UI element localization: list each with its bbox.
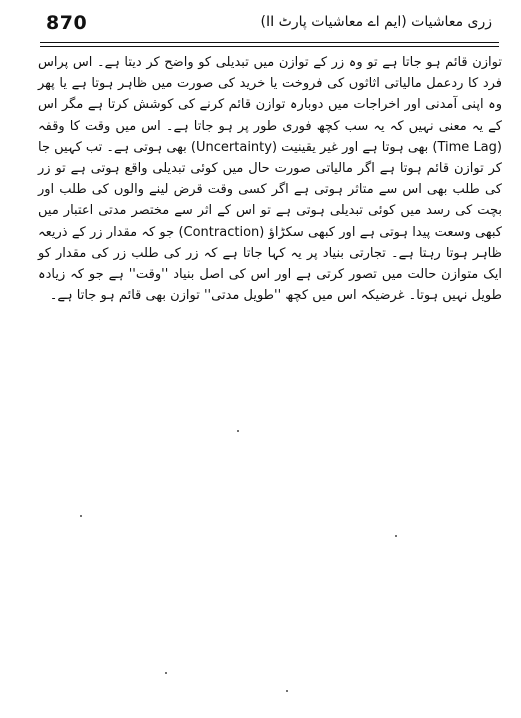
header-rule-thin (40, 46, 499, 47)
body-paragraph: توازن قائم ہو جاتا ہے تو وہ زر کے توازن میں تبدیلی کو واضح کر دیتا ہے۔ اس پراس فرد کا ردعمل مالیاتی اثاثوں کی فروخت یا خرید کی صورت میں ظاہر ہوتا ہے یا پھر وہ اپنی آمدنی اور اخراجات میں دوبارہ توازن قائم کرنے کی کوشش کرتا ہے مگر اس کے یہ معنی نہیں کہ یہ سب کچھ فوری طور پر ہو جاتا ہے۔ اس میں وقت کا وقفہ (Time Lag) بھی ہوتا ہے اور غیر یقینیت (Uncertainty) بھی ہوتی ہے۔ تب کہیں جا کر توازن قائم ہوتا ہے اگر مالیاتی صورت حال میں کوئی تبدیلی واقع ہوتی ہے تو زر کی طلب بھی اس سے متاثر ہوتی ہے اگر کسی وقت قرض لینے والوں کی طلب اور بچت کی رسد میں کوئی تبدیلی ہوتی ہے تو اس کے اثر سے مختصر مدتی اعتبار میں کبھی وسعت پیدا ہوتی ہے اور کبھی سکڑاؤ (Contraction) جو کہ مقدار زر کے ذریعہ ظاہر ہوتا رہتا ہے۔ تجارتی بنیاد پر یہ کہا جاتا ہے کہ زر کی طلب زر کی مقدار کو ایک متوازن حالت میں تصور کرتی ہے اور اس کی اصل بنیاد ''وقت'' ہے جو کہ زیادہ طویل نہیں ہوتا۔ غرضیکہ اس میں کچھ ''طویل مدتی'' توازن بھی قائم ہو جاتا ہے۔ (38, 55, 502, 304)
scan-speck (80, 515, 82, 517)
scan-speck (395, 535, 397, 537)
scan-speck (286, 690, 288, 692)
page-header (46, 12, 492, 42)
scan-speck (237, 430, 239, 432)
running-title: زری معاشیات (ایم اے معاشیات پارٹ II) (260, 14, 492, 30)
page-number: 870 (46, 12, 88, 34)
header-rule (40, 42, 499, 43)
scan-speck (165, 672, 167, 674)
